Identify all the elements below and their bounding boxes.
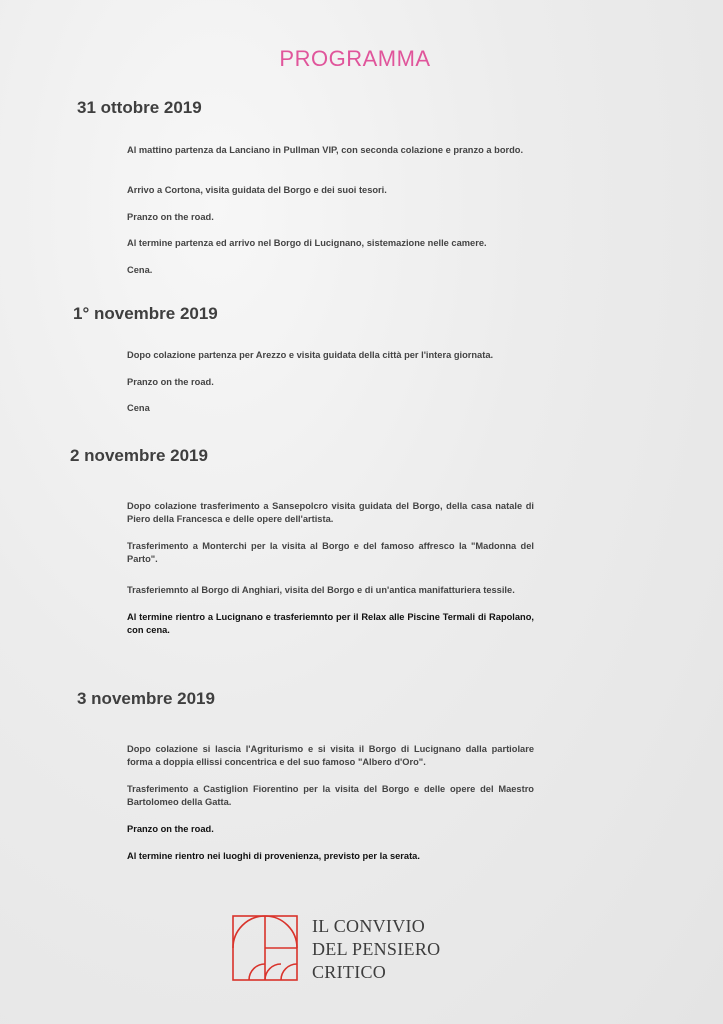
day1-paragraph-5: Cena. xyxy=(127,265,153,275)
day4-paragraph-3: Pranzo on the road. xyxy=(127,824,214,834)
day1-paragraph-3: Pranzo on the road. xyxy=(127,212,214,222)
day1-paragraph-4: Al termine partenza ed arrivo nel Borgo di Lucignano, sistemazione nelle camere. xyxy=(127,238,487,248)
convivio-logo-mark-icon xyxy=(232,915,298,981)
logo-wordmark xyxy=(312,915,440,984)
day-heading-1: 31 ottobre 2019 xyxy=(77,98,202,117)
day-heading-2: 1° novembre 2019 xyxy=(73,304,218,323)
day4-paragraph-4: Al termine rientro nei luoghi di provenienza, previsto per la serata. xyxy=(127,851,420,861)
logo-line-2: DEL PENSIERO xyxy=(312,939,441,959)
day3-paragraph-4: Al termine rientro a Lucignano e trasferiemnto per il Relax alle Piscine Termali di Rapolano, con cena. xyxy=(127,612,534,635)
day3-paragraph-3: Trasferiemnto al Borgo di Anghiari, visita del Borgo e di un'antica manifatturiera tessile. xyxy=(127,585,515,595)
logo-line-1: IL CONVIVIO xyxy=(312,916,426,936)
day3-paragraph-1: Dopo colazione trasferimento a Sansepolcro visita guidata del Borgo, della casa natale di Piero della Francesca e delle opere dell'artista. xyxy=(127,501,534,524)
logo-line-3: CRITICO xyxy=(312,962,387,982)
day-heading-4: 3 novembre 2019 xyxy=(77,689,215,708)
day-heading-3: 2 novembre 2019 xyxy=(70,446,208,465)
day1-paragraph-1: Al mattino partenza da Lanciano in Pullman VIP, con seconda colazione e pranzo a bordo. xyxy=(127,145,524,155)
day4-paragraph-1: Dopo colazione si lascia l'Agriturismo e si visita il Borgo di Lucignano dalla partiolare forma a doppia ellissi concentrica e del suo famoso "Albero d'Oro". xyxy=(127,744,534,767)
day2-paragraph-2: Pranzo on the road. xyxy=(127,377,214,387)
day3-paragraph-2: Trasferimento a Monterchi per la visita al Borgo e del famoso affresco la "Madonna del Parto". xyxy=(127,541,534,564)
page-title: PROGRAMMA xyxy=(279,46,431,71)
day2-paragraph-3: Cena xyxy=(127,403,150,413)
day2-paragraph-1: Dopo colazione partenza per Arezzo e visita guidata della città per l'intera giornata. xyxy=(127,350,494,360)
day1-paragraph-2: Arrivo a Cortona, visita guidata del Borgo e dei suoi tesori. xyxy=(127,185,387,195)
logo xyxy=(232,915,442,985)
day4-paragraph-2: Trasferimento a Castiglion Fiorentino per la visita del Borgo e delle opere del Maestro Bartolomeo della Gatta. xyxy=(127,784,534,807)
